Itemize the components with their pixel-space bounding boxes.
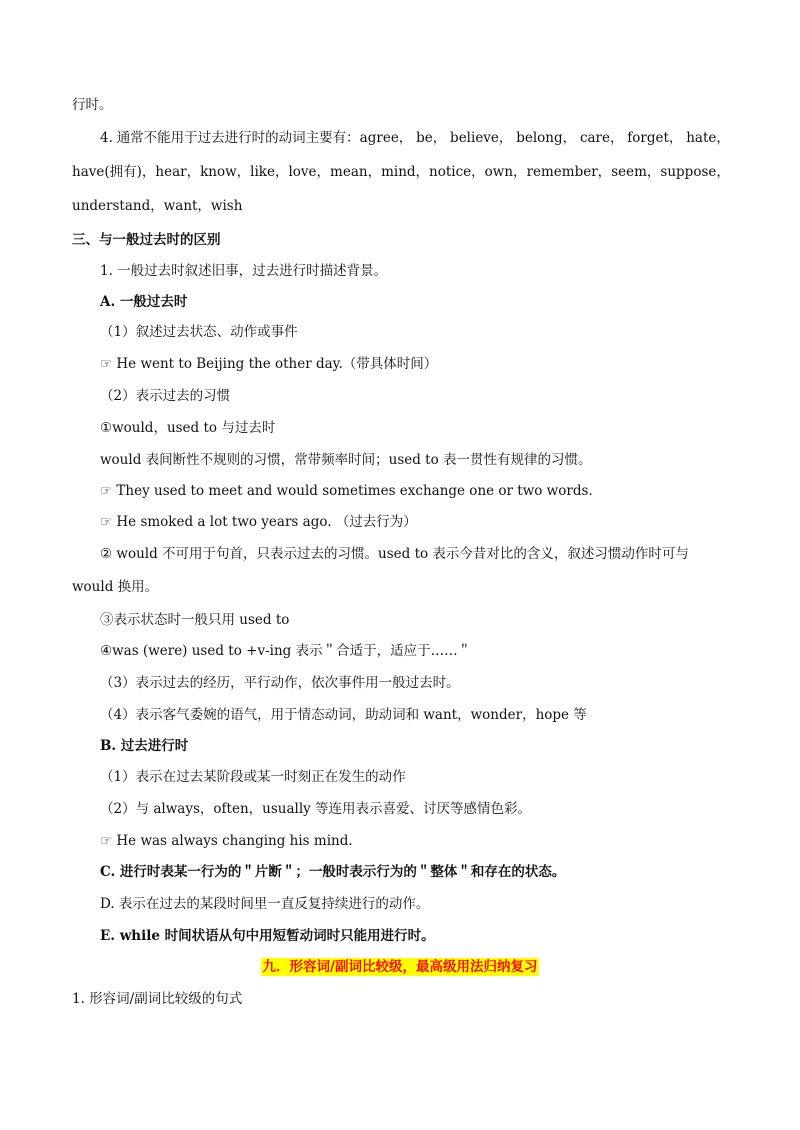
verb-item: hear， xyxy=(155,164,201,180)
text-line: 行时。 xyxy=(72,97,113,113)
sub-heading: E. while 时间状语从句中用短暂动词时只能用进行时。 xyxy=(100,928,435,944)
section-heading: 三、与一般过去时的区别 xyxy=(72,232,221,248)
verb-item: notice， xyxy=(429,164,485,180)
verb-item: care， xyxy=(579,130,624,146)
example-line: ☞ He smoked a lot two years ago. （过去行为） xyxy=(100,514,417,530)
text-line: ①would，used to 与过去时 xyxy=(100,420,276,436)
verb-item: love， xyxy=(288,164,331,180)
text-line: （1）表示在过去某阶段或某一时刻正在发生的动作 xyxy=(100,769,406,785)
text-line: （1）叙述过去状态、动作或事件 xyxy=(100,324,298,340)
sub-heading: A. 一般过去时 xyxy=(100,294,188,310)
verb-item: suppose， xyxy=(660,164,730,180)
text-line: 1. 一般过去时叙述旧事，过去进行时描述背景。 xyxy=(100,263,388,279)
verb-item: forget， xyxy=(627,130,683,146)
highlighted-title: 九．形容词/副词比较级，最高级用法归纳复习 xyxy=(262,959,538,975)
verb-item: have(拥有)， xyxy=(72,164,156,180)
verb-item: 4. xyxy=(100,130,113,146)
text-line: （2）表示过去的习惯 xyxy=(100,388,231,404)
sub-heading: C. 进行时表某一行为的＂片断＂；一般时表示行为的＂整体＂和存在的状态。 xyxy=(100,864,566,880)
verb-list-line xyxy=(72,162,730,182)
text-line: ③表示状态时一般只用 used to xyxy=(100,612,290,628)
verb-item: belong， xyxy=(516,130,577,146)
verb-item: know， xyxy=(200,164,251,180)
verb-item: seem， xyxy=(611,164,661,180)
verb-item: like， xyxy=(250,164,289,180)
verb-item: 通常不能用于过去进行时的动词主要有：agree， xyxy=(116,130,413,146)
example-line: ☞ He went to Beijing the other day.（带具体时间） xyxy=(100,356,438,372)
text-line: would 换用。 xyxy=(72,579,159,595)
example-line: ☞ He was always changing his mind. xyxy=(100,833,353,849)
chapter-heading xyxy=(0,957,800,977)
verb-item: mind， xyxy=(381,164,430,180)
text-line: ④was (were) used to +v-ing 表示＂合适于，适应于……＂ xyxy=(100,643,472,659)
text-line: ② would 不可用于句首，只表示过去的习惯。used to 表示今昔对比的含义，叙述习惯动作时可与 xyxy=(100,546,689,562)
text-line: （2）与 always，often，usually 等连用表示喜爱、讨厌等感情色彩。 xyxy=(100,801,532,817)
verb-list-line xyxy=(100,128,730,148)
sub-heading: B. 过去进行时 xyxy=(100,738,189,754)
verb-item: believe， xyxy=(450,130,513,146)
text-line: 1. 形容词/副词比较级的句式 xyxy=(72,991,243,1007)
text-line: （3）表示过去的经历，平行动作，依次事件用一般过去时。 xyxy=(100,675,460,691)
text-line: （4）表示客气委婉的语气，用于情态动词，助动词和 want，wonder，hope 等 xyxy=(100,707,587,723)
verb-item: own， xyxy=(484,164,527,180)
verb-item: remember， xyxy=(526,164,612,180)
text-line: would 表间断性不规则的习惯，常带频率时间；used to 表一贯性有规律的习惯。 xyxy=(100,452,592,468)
text-line: D. 表示在过去的某段时间里一直反复持续进行的动作。 xyxy=(100,896,430,912)
text-line: understand，want，wish xyxy=(72,198,243,214)
example-line: ☞ They used to meet and would sometimes exchange one or two words. xyxy=(100,483,593,499)
verb-item: be， xyxy=(416,130,447,146)
verb-item: hate， xyxy=(686,130,730,146)
verb-item: mean， xyxy=(330,164,382,180)
